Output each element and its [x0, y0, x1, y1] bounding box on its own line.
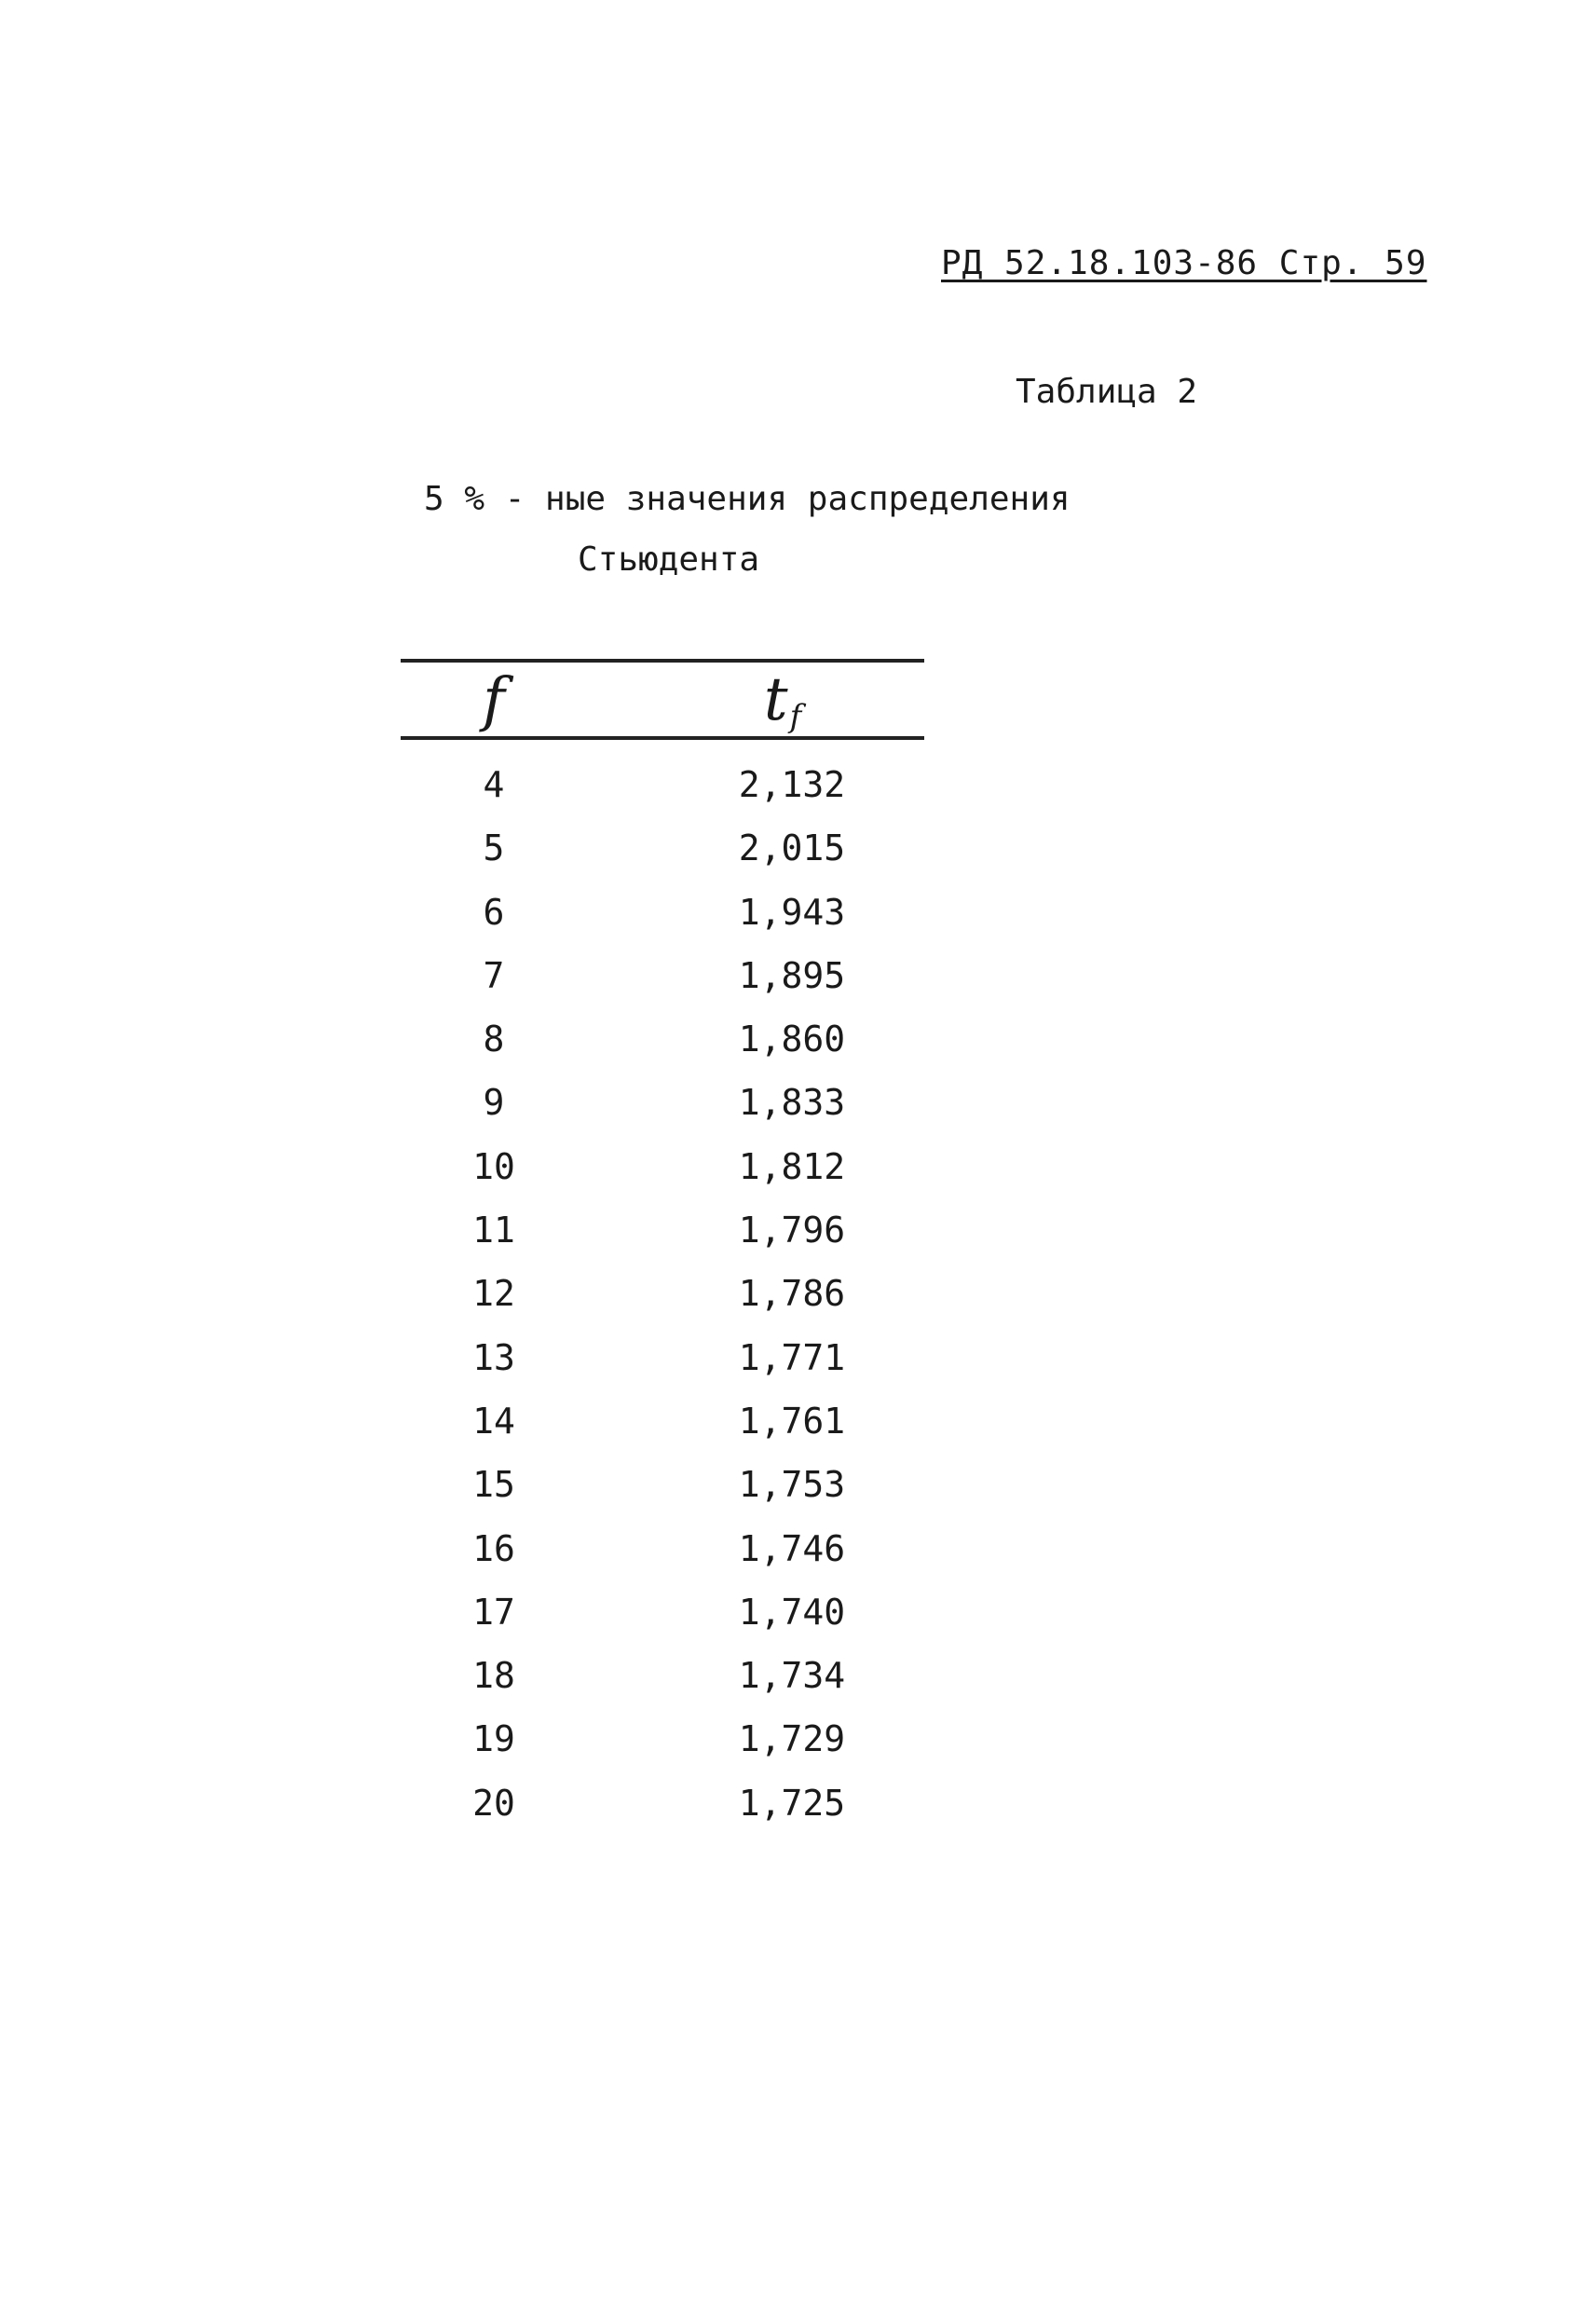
cell-t: 1,860	[738, 1019, 846, 1060]
cell-f: 5	[483, 827, 505, 869]
cell-t: 1,895	[738, 954, 846, 996]
cell-f: 11	[472, 1210, 515, 1251]
cell-t: 1,725	[738, 1782, 846, 1824]
table-row	[401, 1711, 924, 1774]
cell-f: 4	[483, 764, 505, 805]
cell-t: 1,943	[738, 891, 846, 933]
cell-t: 2,015	[738, 827, 846, 869]
cell-f: 20	[472, 1782, 515, 1824]
cell-f: 9	[483, 1082, 505, 1124]
table-row	[401, 820, 924, 883]
table-row	[401, 1202, 924, 1265]
cell-f: 19	[472, 1718, 515, 1760]
cell-f: 15	[472, 1464, 515, 1506]
cell-t: 1,746	[738, 1527, 846, 1569]
column-header-f: f	[483, 665, 505, 734]
table-row	[401, 1648, 924, 1711]
cell-f: 12	[472, 1273, 515, 1315]
cell-t: 2,132	[738, 764, 846, 805]
document-reference: РД 52.18.103-86 Стр. 59	[941, 244, 1427, 282]
table-row	[401, 1584, 924, 1648]
cell-t: 1,796	[738, 1210, 846, 1251]
cell-t: 1,740	[738, 1591, 846, 1633]
table-row	[401, 884, 924, 948]
table-row	[401, 1139, 924, 1202]
cell-t: 1,753	[738, 1464, 846, 1506]
table-row	[401, 1330, 924, 1393]
cell-f: 18	[472, 1655, 515, 1697]
cell-t: 1,786	[738, 1273, 846, 1315]
table-header-rule	[401, 736, 924, 740]
cell-t: 1,734	[738, 1655, 846, 1697]
cell-t: 1,729	[738, 1718, 846, 1760]
table-row	[401, 1775, 924, 1839]
table-row	[401, 757, 924, 820]
cell-f: 7	[483, 954, 505, 996]
cell-f: 16	[472, 1527, 515, 1569]
table-top-rule	[401, 659, 924, 663]
table-row	[401, 948, 924, 1011]
table-body	[401, 757, 924, 1839]
table-row	[401, 1393, 924, 1456]
table-row	[401, 1521, 924, 1584]
table-row	[401, 1011, 924, 1074]
table-number: Таблица 2	[1016, 373, 1198, 411]
table-caption-line-1: 5 % - ные значения распределения	[424, 480, 1071, 518]
cell-f: 17	[472, 1591, 515, 1633]
cell-f: 13	[472, 1336, 515, 1378]
table-row	[401, 1265, 924, 1329]
cell-t: 1,771	[738, 1336, 846, 1378]
table-row	[401, 1456, 924, 1520]
table-caption-line-2: Стьюдента	[578, 540, 760, 579]
cell-f: 10	[472, 1145, 515, 1187]
cell-f: 6	[483, 891, 505, 933]
cell-f: 14	[472, 1400, 515, 1442]
cell-t: 1,812	[738, 1145, 846, 1187]
cell-t: 1,833	[738, 1082, 846, 1124]
table-row	[401, 1074, 924, 1138]
cell-f: 8	[483, 1019, 505, 1060]
column-header-t-symbol: t	[763, 665, 788, 734]
column-header-t-subscript: f	[789, 698, 802, 735]
cell-t: 1,761	[738, 1400, 846, 1442]
